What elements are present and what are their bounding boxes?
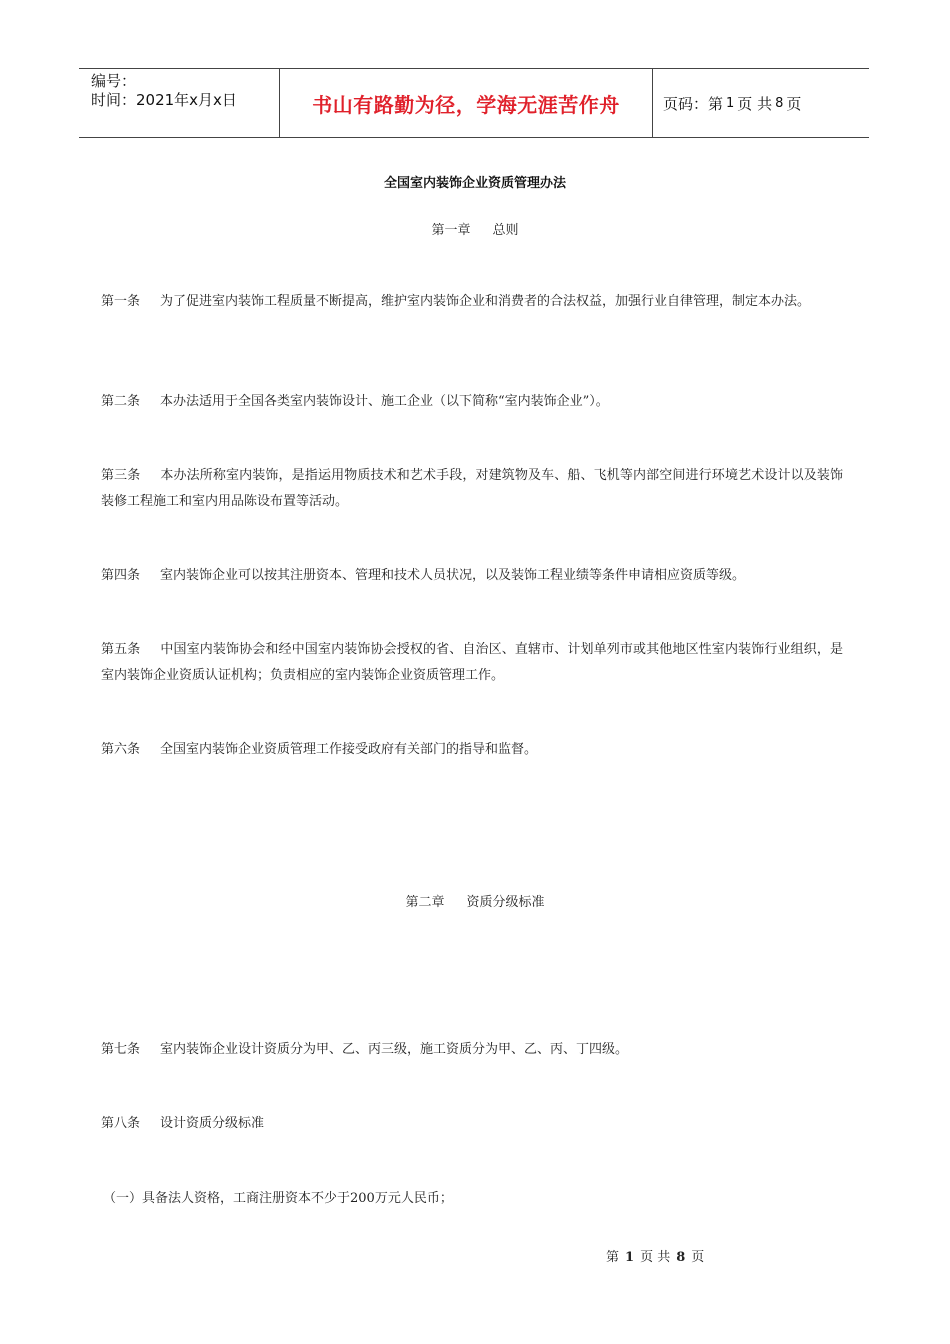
header-meta: [79, 69, 280, 137]
article-text: 为了促进室内装饰工程质量不断提高，维护室内装饰企业和消费者的合法权益，加强行业自律管理，制定本办法。: [160, 294, 811, 309]
article-2: [101, 389, 843, 415]
page-suffix: 页: [786, 94, 802, 113]
footer-current: 1: [625, 1250, 635, 1265]
article-5: [101, 637, 843, 689]
footer-mid: 页 共: [640, 1250, 671, 1265]
page-total: 8: [775, 95, 784, 111]
article-text: 室内装饰企业设计资质分为甲、乙、丙三级，施工资质分为甲、乙、丙、丁四级。: [160, 1042, 629, 1057]
article-label: 第七条: [101, 1042, 141, 1057]
footer-total: 8: [676, 1250, 686, 1265]
article-text: 中国室内装饰协会和经中国室内装饰协会授权的省、自治区、直辖市、计划单列市或其他地区性室内装饰行业组织，是室内装饰企业资质认证机构；负责相应的室内装饰企业资质管理工作。: [101, 642, 843, 683]
chapter-heading-1: [0, 219, 950, 238]
page-current: 1: [726, 95, 735, 111]
document-title: 全国室内装饰企业资质管理办法: [383, 176, 566, 191]
article-4: [101, 563, 843, 589]
page-footer: [606, 1246, 704, 1265]
article-label: 第六条: [101, 742, 141, 757]
article-7: [101, 1037, 843, 1063]
article-8: [101, 1111, 843, 1137]
article-label: 第三条: [101, 468, 141, 483]
article-text: 设计资质分级标准: [160, 1116, 265, 1131]
footer-prefix: 第: [606, 1250, 620, 1265]
article-3: [101, 463, 843, 515]
page-mid: 页 共: [737, 94, 773, 113]
header-page-number: [653, 69, 869, 137]
header-motto: 书山有路勤为径，学海无涯苦作舟: [280, 69, 653, 137]
chapter-name: 资质分级标准: [466, 895, 545, 910]
time-label: 时间：2021年x月x日: [91, 91, 237, 109]
article-label: 第八条: [101, 1116, 141, 1131]
list-item-1: （一）具备法人资格，工商注册资本不少于200万元人民币；: [103, 1191, 453, 1206]
article-text: 本办法所称室内装饰，是指运用物质技术和艺术手段，对建筑物及车、船、飞机等内部空间进行环境艺术设计以及装饰装修工程施工和室内用品陈设布置等活动。: [101, 468, 843, 509]
chapter-number: 第一章: [431, 223, 471, 238]
article-label: 第五条: [101, 642, 141, 657]
number-label: 编号：: [91, 72, 137, 90]
article-text: 本办法适用于全国各类室内装饰设计、施工企业（以下简称“室内装饰企业”）。: [160, 394, 609, 409]
article-1: [101, 289, 843, 315]
article-text: 全国室内装饰企业资质管理工作接受政府有关部门的指导和监督。: [160, 742, 538, 757]
article-6: [101, 737, 843, 763]
chapter-number: 第二章: [405, 895, 445, 910]
chapter-name: 总则: [492, 223, 519, 238]
chapter-heading-2: [0, 891, 950, 910]
footer-suffix: 页: [691, 1250, 705, 1265]
document-header: [79, 68, 869, 138]
article-label: 第二条: [101, 394, 141, 409]
article-text: 室内装饰企业可以按其注册资本、管理和技术人员状况，以及装饰工程业绩等条件申请相应资质等级。: [160, 568, 746, 583]
article-label: 第四条: [101, 568, 141, 583]
page-prefix: 页码：第: [663, 94, 724, 113]
article-label: 第一条: [101, 294, 141, 309]
